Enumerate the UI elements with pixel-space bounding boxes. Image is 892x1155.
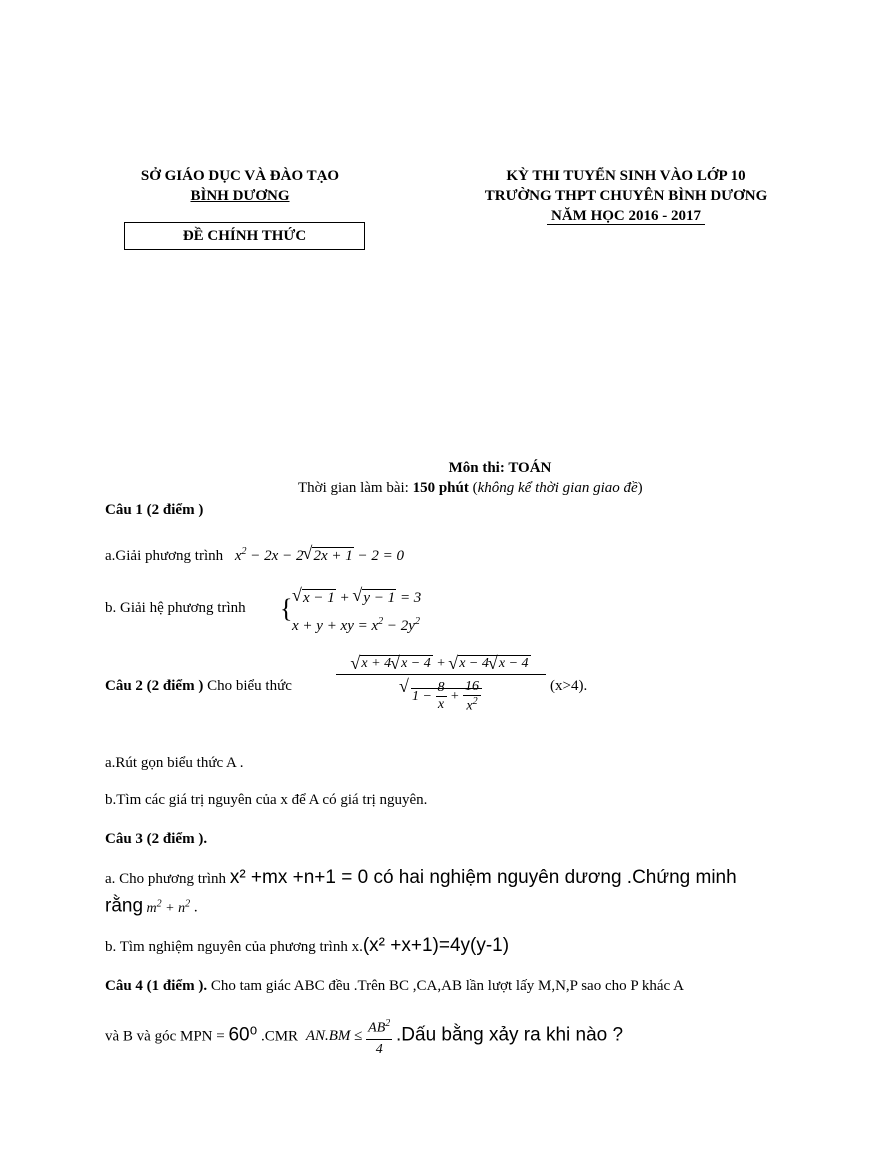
official-badge: ĐỀ CHÍNH THỨC (124, 222, 365, 250)
q2-condition: (x>4). (550, 678, 588, 694)
q3-b: b. Tìm nghiệm nguyên của phương trình x.(x² +x+1)=4y(y-1) (105, 935, 510, 956)
q1-a: a.Giải phương trình $x^2 - 2x - 2√$ 2x + 1 − 2 = 0 (105, 542, 404, 566)
q1-b-eq1: √ x − 1 + √ y − 1 = 3 (293, 588, 421, 608)
dept-line2: BÌNH DƯƠNG (190, 188, 290, 204)
q4-line2: và B và góc MPN = 60⁰ .CMR AN.BM ≤ $\frac{AB^2}{4}$ .Dấu bằng xảy ra khi nào ? (105, 1014, 623, 1060)
q2-expression: √ x + 4√ x − 4 + √ x − 4√ x − 4 √ 1 − $\frac{8}{x}$ + $\frac{16}{x^2}$ (336, 656, 546, 715)
system-brace: { (280, 594, 293, 623)
q4-line1: Câu 4 (1 điểm ). Cho tam giác ABC đều .Trên BC ,CA,AB lần lượt lấy M,N,P sao cho P khác A (105, 978, 684, 994)
q4-fraction: $\frac{AB^2}{4}$ (366, 1014, 392, 1060)
exam-line2: TRƯỜNG THPT CHUYÊN BÌNH DƯƠNG (484, 188, 768, 204)
q2-b: b.Tìm các giá trị nguyên của x để A có giá trị nguyên. (105, 792, 428, 808)
q1-title: Câu 1 (2 điểm ) (105, 502, 204, 518)
q1-b-label: b. Giải hệ phương trình (105, 600, 246, 616)
exam-line1: KỲ THI TUYỂN SINH VÀO LỚP 10 (506, 168, 746, 184)
q2-intro: Câu 2 (2 điểm ) Cho biểu thức (105, 678, 292, 694)
q3-title: Câu 3 (2 điểm ). (105, 831, 208, 847)
q3-a: a. Cho phương trình x² +mx +n+1 = 0 có hai nghiệm nguyên dương .Chứng minh (105, 867, 737, 888)
exam-header (440, 166, 812, 226)
dept-name (110, 166, 370, 206)
q2-a: a.Rút gọn biểu thức A . (105, 755, 244, 771)
q3-a-line2: rằng $m^2 + n^2$ . (105, 895, 198, 917)
time-line: Thời gian làm bài: 150 phút (không kể thời gian giao đề) (298, 480, 643, 496)
subject-title: Môn thi: TOÁN (448, 460, 552, 476)
dept-line1: SỞ GIÁO DỤC VÀ ĐÀO TẠO (140, 168, 340, 184)
exam-line3: NĂM HỌC 2016 - 2017 (440, 206, 812, 226)
q1-b-eq2: x + y + xy = $x^2 - 2y^2$ (292, 616, 420, 634)
q1-a-equation: $x^2 - 2x - 2√$ 2x + 1 − 2 = 0 (235, 548, 404, 564)
